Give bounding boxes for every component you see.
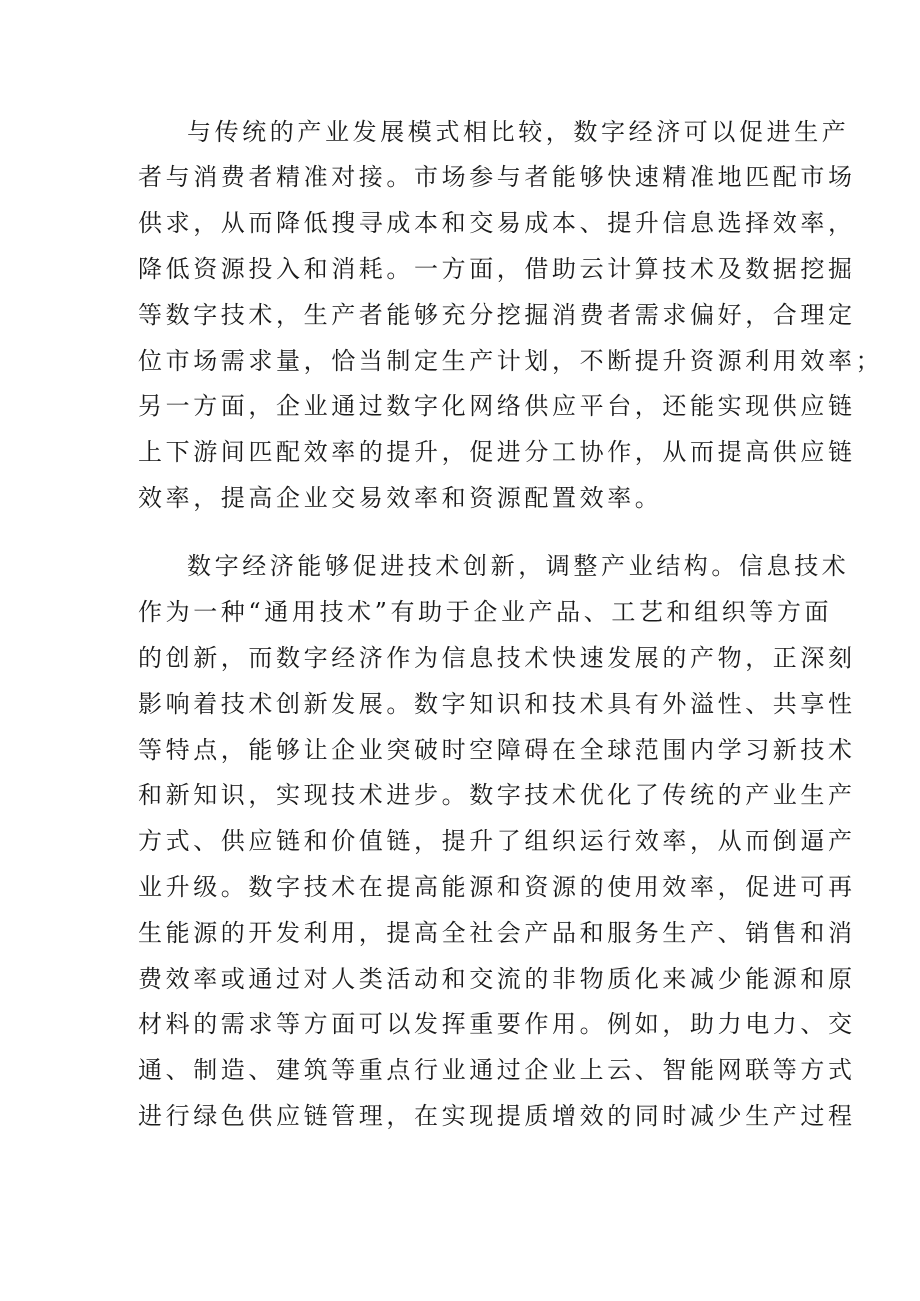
paragraph-1-line-4: 降低资源投入和消耗。一方面，借助云计算技术及数据挖掘 (138, 255, 856, 283)
paragraph-2-line-7: 方式、供应链和价值链，提升了组织运行效率，从而倒逼产 (138, 827, 856, 855)
paragraph-2-line-2: 作为一种“通用技术”有助于企业产品、工艺和组织等方面 (138, 598, 833, 626)
paragraph-1-line-2: 者与消费者精准对接。市场参与者能够快速精准地匹配市场 (138, 163, 856, 191)
paragraph-2-line-10: 费效率或通过对人类活动和交流的非物质化来减少能源和原 (138, 965, 856, 993)
paragraph-2-line-13: 进行绿色供应链管理，在实现提质增效的同时减少生产过程 (138, 1102, 856, 1130)
paragraph-2-line-3: 的创新，而数字经济作为信息技术快速发展的产物，正深刻 (138, 644, 856, 672)
paragraph-1-line-3: 供求，从而降低搜寻成本和交易成本、提升信息选择效率， (138, 209, 856, 237)
paragraph-1-line-9: 效率，提高企业交易效率和资源配置效率。 (138, 484, 663, 512)
paragraph-2-line-4: 影响着技术创新发展。数字知识和技术具有外溢性、共享性 (138, 690, 856, 718)
paragraph-2-line-5: 等特点，能够让企业突破时空障碍在全球范围内学习新技术 (138, 736, 856, 764)
paragraph-1-line-1: 与传统的产业发展模式相比较，数字经济可以促进生产 (187, 118, 850, 146)
paragraph-2-line-8: 业升级。数字技术在提高能源和资源的使用效率，促进可再 (138, 873, 856, 901)
paragraph-1-line-8: 上下游间匹配效率的提升，促进分工协作，从而提高供应链 (138, 438, 856, 466)
paragraph-2-line-9: 生能源的开发利用，提高全社会产品和服务生产、销售和消 (138, 919, 856, 947)
paragraph-1-line-7: 另一方面，企业通过数字化网络供应平台，还能实现供应链 (138, 392, 856, 420)
paragraph-2-line-6: 和新知识，实现技术进步。数字技术优化了传统的产业生产 (138, 781, 856, 809)
paragraph-2-line-11: 材料的需求等方面可以发挥重要作用。例如，助力电力、交 (138, 1010, 856, 1038)
paragraph-2-line-1: 数字经济能够促进技术创新，调整产业结构。信息技术 (187, 552, 850, 580)
paragraph-1-line-6: 位市场需求量，恰当制定生产计划，不断提升资源利用效率； (138, 347, 884, 375)
paragraph-2-line-12: 通、制造、建筑等重点行业通过企业上云、智能网联等方式 (138, 1056, 856, 1084)
paragraph-1-line-5: 等数字技术，生产者能够充分挖掘消费者需求偏好，合理定 (138, 301, 856, 329)
